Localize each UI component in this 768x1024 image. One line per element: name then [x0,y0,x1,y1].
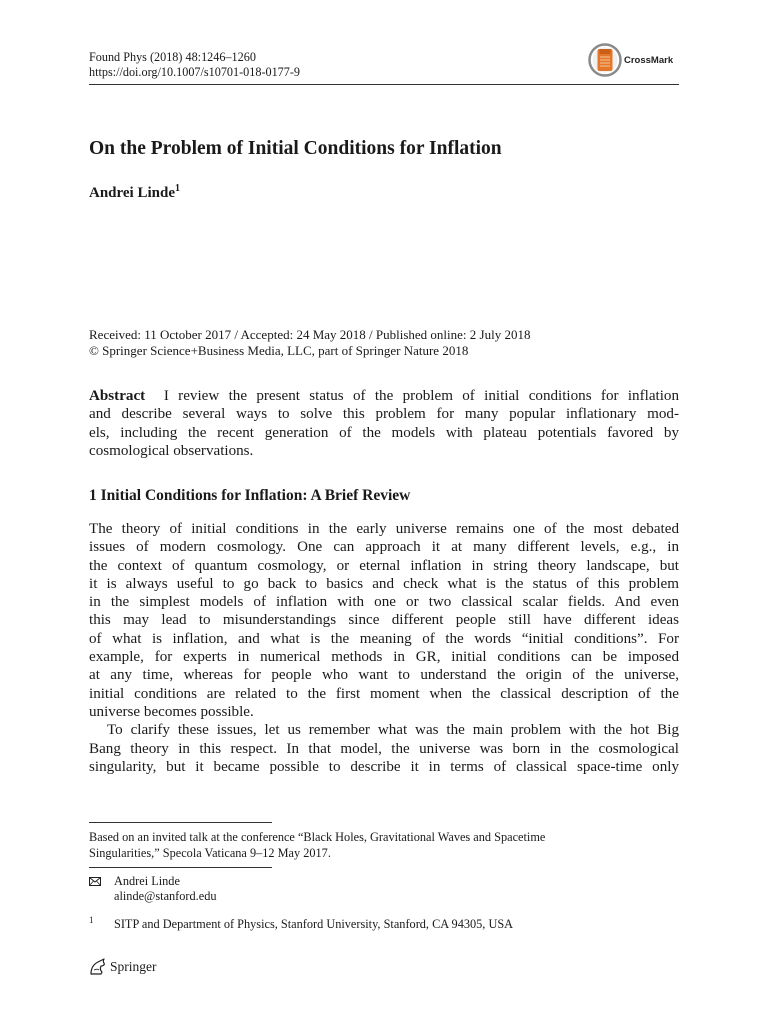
publisher-name: Springer [110,959,157,974]
abstract-line: Abstract I review the present status of the problem of initial conditions for inflation [89,388,679,404]
header-divider [89,84,679,85]
body-line: To clarify these issues, let us remember what was the main problem with the hot Big [107,722,679,739]
crossmark-icon [588,43,622,77]
corresponding-author [89,874,389,904]
article-history [89,327,530,358]
author-name[interactable]: Andrei Linde [89,185,175,201]
envelope-icon [89,877,101,886]
crossmark-badge[interactable] [588,43,673,77]
journal-citation: Found Phys (2018) 48:1246–1260 [89,50,256,64]
contact-email[interactable]: alinde@stanford.edu [114,889,217,903]
crossmark-label: CrossMark [624,54,674,66]
affiliation-mark: 1 [89,915,94,925]
section-heading: 1 Initial Conditions for Inflation: A Brief Review [89,487,411,504]
body-line: The theory of initial conditions in the early universe remains one of the most debated [89,521,679,537]
abstract-line: and describe several ways to solve this problem for many popular inflationary mod- [89,406,679,423]
affiliation-footnote [89,917,689,933]
body-line: example, for experts in numerical methods in GR, initial conditions can be imposed [89,649,679,666]
author-line [89,185,180,202]
body-line: at any time, whereas for people who want to understand the origin of the universe, [89,667,679,684]
doi-link[interactable]: https://doi.org/10.1007/s10701-018-0177-9 [89,65,301,79]
body-line: in the simplest models of inflation with one or two classical scalar fields. And even [89,594,679,611]
abstract-line: els, including the recent generation of the models with plateau potentials favored by [89,424,679,441]
contact-name: Andrei Linde [114,874,180,888]
abstract-label: Abstract [89,388,146,404]
invited-talk-footnote: Based on an invited talk at the conference “Black Holes, Gravitational Waves and Spacetime Singularities,” Specola Vaticana 9–12 May 2017. [89,830,546,860]
abstract-line: cosmological observations. [89,442,254,459]
footnote-divider [89,822,272,823]
affiliation-text: SITP and Department of Physics, Stanford University, Stanford, CA 94305, USA [114,917,514,931]
body-line: this may lead to misunderstandings since different people still have different ideas [89,612,679,629]
body-line: of what is inflation, and what is the meaning of the words “initial conditions”. For [89,630,679,647]
body-line: singularity, but it became possible to describe it in terms of classical space-time only [89,758,679,775]
article-title: On the Problem of Initial Conditions for Inflation [89,138,502,159]
publisher-logo [88,958,157,976]
author-affiliation-mark: 1 [175,183,180,194]
body-line: the context of quantum cosmology, or eternal inflation in string theory landscape, but [89,557,679,574]
copyright-notice: © Springer Science+Business Media, LLC, part of Springer Nature 2018 [89,342,469,358]
body-line: universe becomes possible. [89,703,254,720]
section-body [89,520,679,776]
body-line: initial conditions are related to the first moment when the classical description of the [89,685,679,702]
body-line: it is always useful to go back to basics and check what is the status of this problem [89,575,679,592]
body-line: issues of modern cosmology. One can approach it at many different levels, e.g., in [89,539,679,556]
contact-divider [89,867,272,868]
springer-horse-icon [88,958,108,976]
body-line: Bang theory in this respect. In that model, the universe was born in the cosmological [89,740,679,757]
publication-dates: Received: 11 October 2017 / Accepted: 24 May 2018 / Published online: 2 July 2018 [89,327,531,342]
abstract [89,387,679,460]
journal-header [89,50,300,80]
